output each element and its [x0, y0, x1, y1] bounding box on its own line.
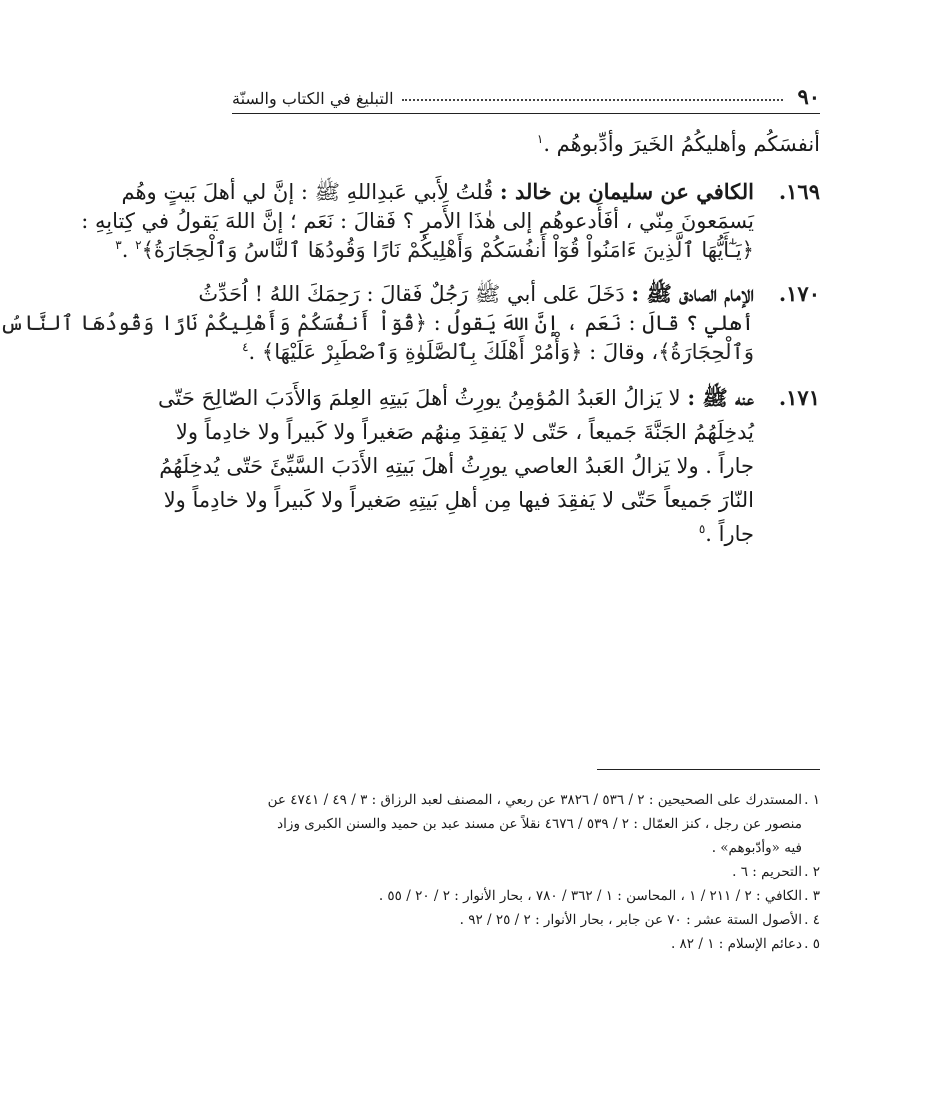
narrator: الإمام الصادق ﷺ : — [631, 281, 754, 306]
footnote-mark: ١ . — [804, 792, 820, 808]
footnote-mark: ٤ . — [804, 912, 820, 928]
footnote-text: فيه «وأدّبوهم» . — [711, 840, 802, 856]
text-line: وَٱلْحِجَارَةُ﴾، وقالَ : ﴿وَأْمُرْ أَهْلَكَ بِٱلصَّلَوٰةِ وَٱصْطَبِرْ عَلَيْهَا﴾ .$^٤$ — [242, 340, 754, 364]
text-line — [159, 449, 754, 483]
narrator: الكافي عن سليمان بن خالد : — [499, 179, 754, 204]
footnote-text: التحريم : ٦ . — [732, 864, 802, 880]
footnote-3 — [232, 884, 820, 908]
hadith-number: ١٦٩. — [778, 179, 820, 204]
text-line — [163, 483, 754, 517]
text-line — [0, 309, 754, 338]
page-number: ٩٠ — [797, 84, 820, 109]
line-text: النّارَ جَميعاً حَتّى لا يَفقِدَ فيها مِن أهلِ بَيتِهِ صَغيراً ولا كَبيراً ولا خادِماً ولا — [163, 488, 754, 512]
line-text: جاراً . ولا يَزالُ العَبدُ العاصي يورِثُ أهلَ بَيتِهِ الأَدَبَ السَّيِّئَ حَتّى يُدخِلَهُمُ — [159, 454, 754, 478]
continuation-text: أنفسَكُم وأهليكُمُ الخَيرَ وأدِّبوهُم . — [543, 132, 820, 156]
text-line — [232, 517, 754, 551]
hadith-number: ١٧٠. — [778, 281, 820, 306]
footnote-text: الأصول الستة عشر : ٧٠ عن جابر ، بحار الأنوار : ٢ / ٢٥ / ٩٢ . — [459, 912, 802, 928]
footnote-1-cont — [232, 812, 820, 836]
footnote-ref: ٥ — [698, 522, 706, 536]
hadith-text — [81, 177, 754, 265]
quran-quote: ﴿قُوٓاْ أَنفُسَكُمْ وَأَهْلِيكُمْ نَارًا وَقُودُهَا ٱلنَّاسُ — [0, 311, 427, 335]
footnote-text: المستدرك على الصحيحين : ٢ / ٥٣٦ / ٣٨٢٦ عن ربعي ، المصنف لعبد الرزاق : ٣ / ٤٩ / ٤٧٤١ عن — [267, 792, 802, 808]
footnote-ref: ٤ — [242, 340, 249, 354]
hadith-text — [158, 381, 754, 551]
text-line — [81, 207, 754, 236]
footnote-4 — [232, 908, 820, 932]
footnotes — [232, 788, 820, 956]
footnote-mark: ٣ . — [804, 888, 820, 904]
hadith-text — [0, 279, 754, 367]
footnote-mark: ٥ . — [804, 936, 820, 952]
line-text: أهلي ؟ قالَ : نَعَم ، إنَّ اللهَ يَقولُ : — [427, 311, 754, 335]
line-text: قُلتُ لِأَبي عَبدِاللهِ ﷺ : إنَّ لي أهلَ بَيتٍ وهُم — [121, 180, 500, 204]
header-dot-leader — [402, 99, 784, 101]
page-header — [232, 84, 820, 114]
footnote-ref: ٢ — [135, 238, 142, 252]
footnote-mark: ٢ . — [804, 864, 820, 880]
text-line — [198, 279, 754, 309]
footnote-text: دعائم الإسلام : ١ / ٨٢ . — [670, 936, 802, 952]
hadith-171 — [158, 381, 820, 551]
footnote-1 — [232, 788, 820, 812]
text-line — [121, 177, 754, 207]
text-line: ﴿يَـٰٓأَيُّهَا ٱلَّذِينَ ءَامَنُواْ قُوٓاْ أَنفُسَكُمْ وَأَهْلِيكُمْ نَارًا وَقُودُهَا ٱلنَّاسُ وَٱلْحِجَارَةُ﴾$^٢$ .$^٣$ — [115, 238, 754, 262]
hadith-169 — [81, 177, 820, 265]
text-line — [158, 381, 754, 415]
footnote-text: منصور عن رجل ، كنز العمّال : ٢ / ٥٣٩ / ٤٦٧٦ نقلاً عن مسند عبد بن حميد والسنن الكبرى وزاد — [277, 816, 802, 832]
line-text: دَخَلَ عَلى أبي ﷺ رَجُلٌ فَقالَ : رَحِمَكَ اللهُ ! اُحَدِّثُ — [198, 282, 632, 306]
footnote-separator — [597, 769, 820, 770]
page-body — [0, 130, 820, 565]
quran-quote: ﴿يَـٰٓأَيُّهَا ٱلَّذِينَ ءَامَنُواْ قُوٓاْ أَنفُسَكُمْ وَأَهْلِيكُمْ نَارًا وَقُودُهَا ٱلنَّاسُ وَٱلْحِجَارَةُ﴾ — [141, 238, 754, 262]
continuation-line — [232, 130, 820, 159]
text-line — [175, 415, 754, 449]
hadith-170 — [0, 279, 820, 367]
line-text: لا يَزالُ العَبدُ المُؤمِنُ يورِثُ أهلَ بَيتِهِ العِلمَ وَالأَدَبَ الصّالِحَ حَتّى — [158, 386, 688, 410]
running-title: التبليغ في الكتاب والسنّة — [232, 89, 394, 108]
footnote-ref: ١ — [536, 132, 544, 146]
footnote-1-cont — [232, 836, 820, 860]
footnote-2 — [232, 860, 820, 884]
line-text: جاراً . — [705, 522, 754, 546]
footnote-5 — [232, 932, 820, 956]
quran-quote: وَٱلْحِجَارَةُ﴾ — [658, 340, 754, 364]
hadith-number: ١٧١. — [778, 385, 820, 410]
line-text: ، وقالَ : — [582, 340, 659, 364]
line-text: يُدخِلَهُمُ الجَنَّةَ جَميعاً ، حَتّى لا يَفقِدَ مِنهُم صَغيراً ولا كَبيراً ولا خادِماً ولا — [175, 420, 754, 444]
narrator: عنه ﷺ : — [687, 385, 754, 410]
line-text: يَسمَعونَ مِنّي ، أفَأَدعوهُم إلى هٰذَا الأَمرِ ؟ فَقالَ : نَعَم ؛ إنَّ اللهَ يَقولُ في كِتابِهِ : — [81, 209, 754, 233]
quran-quote: ﴿وَأْمُرْ أَهْلَكَ بِٱلصَّلَوٰةِ وَٱصْطَبِرْ عَلَيْهَا﴾ — [261, 340, 583, 364]
footnote-ref: ٣ — [115, 238, 122, 252]
footnote-text: الكافي : ٢ / ٢١١ / ١ ، المحاسن : ١ / ٣٦٢ / ٧٨٠ ، بحار الأنوار : ٢ / ٢٠ / ٥٥ . — [378, 888, 802, 904]
